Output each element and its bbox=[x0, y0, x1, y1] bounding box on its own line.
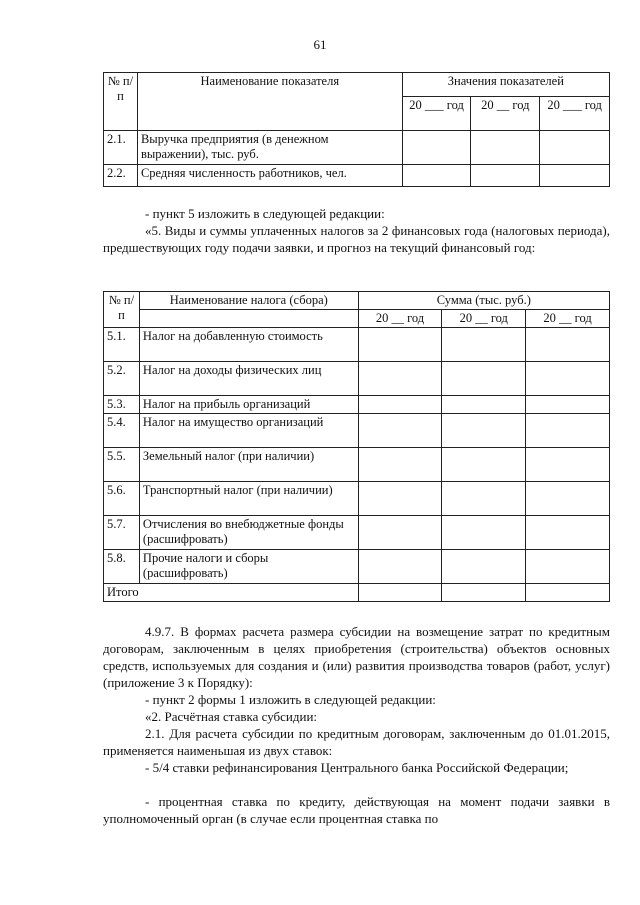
value-cell bbox=[471, 165, 540, 187]
row-number: 5.4. bbox=[104, 414, 140, 448]
indicators-table bbox=[103, 72, 610, 187]
col-header-sum: Сумма (тыс. руб.) bbox=[358, 292, 609, 310]
sum-cell bbox=[526, 516, 610, 550]
taxes-table bbox=[103, 291, 610, 602]
sum-cell bbox=[358, 328, 442, 362]
paragraph-interest-rate: - процентная ставка по кредиту, действующая на момент подачи заявки в уполномоченный орган (в случае если процентная ставка по bbox=[103, 794, 610, 826]
row-number: 5.8. bbox=[104, 550, 140, 584]
table-row bbox=[104, 328, 610, 362]
sum-cell bbox=[526, 414, 610, 448]
year-cell: 20 ___ год bbox=[402, 97, 471, 131]
sum-cell bbox=[526, 396, 610, 414]
row-name: Налог на имущество организаций bbox=[139, 414, 358, 448]
value-cell bbox=[540, 165, 610, 187]
sum-cell bbox=[442, 362, 526, 396]
sum-cell bbox=[526, 448, 610, 482]
row-name: Прочие налоги и сборы (расшифровать) bbox=[139, 550, 358, 584]
subheading-rate: «2. Расчётная ставка субсидии: bbox=[145, 709, 318, 724]
sum-cell bbox=[358, 516, 442, 550]
col-header-number: № п/п bbox=[104, 292, 140, 328]
value-cell bbox=[402, 131, 471, 165]
row-number: 5.1. bbox=[104, 328, 140, 362]
header-blank-cell bbox=[139, 310, 358, 328]
sum-cell bbox=[358, 448, 442, 482]
sum-cell bbox=[442, 516, 526, 550]
sum-cell bbox=[358, 550, 442, 584]
paragraph-2-1: 2.1. Для расчета субсидии по кредитным договорам, заключенным до 01.01.2015, применяется наименьшая из двух ставок: bbox=[103, 726, 610, 758]
row-name: Налог на прибыль организаций bbox=[139, 396, 358, 414]
total-label: Итого bbox=[104, 584, 359, 602]
row-name: Земельный налог (при наличии) bbox=[139, 448, 358, 482]
row-number: 5.7. bbox=[104, 516, 140, 550]
table-row bbox=[104, 414, 610, 448]
table-row bbox=[104, 482, 610, 516]
sum-cell bbox=[358, 362, 442, 396]
row-name: Налог на добавленную стоимость bbox=[139, 328, 358, 362]
row-number: 5.6. bbox=[104, 482, 140, 516]
table-row bbox=[104, 448, 610, 482]
year-cell: 20 ___ год bbox=[540, 97, 610, 131]
sum-cell bbox=[442, 448, 526, 482]
row-number: 5.5. bbox=[104, 448, 140, 482]
table-row-total bbox=[104, 584, 610, 602]
sum-cell bbox=[442, 414, 526, 448]
sum-cell bbox=[442, 396, 526, 414]
row-name: Выручка предприятия (в денежном выражении), тыс. руб. bbox=[137, 131, 402, 165]
row-number: 2.1. bbox=[104, 131, 138, 165]
sum-cell bbox=[526, 584, 610, 602]
sum-cell bbox=[358, 414, 442, 448]
year-cell: 20 __ год bbox=[442, 310, 526, 328]
row-number: 2.2. bbox=[104, 165, 138, 187]
sum-cell bbox=[526, 362, 610, 396]
col-header-values: Значения показателей bbox=[402, 73, 609, 97]
year-cell: 20 __ год bbox=[526, 310, 610, 328]
col-header-tax-name: Наименование налога (сбора) bbox=[139, 292, 358, 310]
sum-cell bbox=[526, 550, 610, 584]
year-cell: 20 __ год bbox=[358, 310, 442, 328]
paragraph-refinancing: - 5/4 ставки рефинансирования Центрального банка Российской Федерации; bbox=[145, 760, 569, 775]
table-row bbox=[104, 396, 610, 414]
row-number: 5.3. bbox=[104, 396, 140, 414]
paragraph-taxes: «5. Виды и суммы уплаченных налогов за 2 финансовых года (налоговых периода), предшествующих году подачи заявки, и прогноз на текущий финансовый год: bbox=[103, 223, 610, 255]
value-cell bbox=[471, 131, 540, 165]
sum-cell bbox=[442, 550, 526, 584]
sum-cell bbox=[442, 482, 526, 516]
value-cell bbox=[540, 131, 610, 165]
sum-cell bbox=[358, 584, 442, 602]
sum-cell bbox=[358, 396, 442, 414]
table-row bbox=[104, 516, 610, 550]
row-name: Транспортный налог (при наличии) bbox=[139, 482, 358, 516]
sum-cell bbox=[526, 482, 610, 516]
table-row bbox=[104, 550, 610, 584]
instruction-line: - пункт 5 изложить в следующей редакции: bbox=[145, 206, 385, 221]
table-row bbox=[104, 362, 610, 396]
row-name: Налог на доходы физических лиц bbox=[139, 362, 358, 396]
sum-cell bbox=[526, 328, 610, 362]
page-number: 61 bbox=[313, 37, 327, 52]
col-header-indicator-name: Наименование показателя bbox=[137, 73, 402, 131]
table-row bbox=[104, 165, 610, 187]
paragraph-4-9-7: 4.9.7. В формах расчета размера субсидии на возмещение затрат по кредитным договорам, заключенным в целях приобретения (строительства) объектов основных средств, используемых для создания и (или) развития производства товаров (работ, услуг) (приложение 3 к Порядку): bbox=[103, 624, 610, 690]
col-header-number: № п/п bbox=[104, 73, 138, 131]
sum-cell bbox=[442, 328, 526, 362]
row-number: 5.2. bbox=[104, 362, 140, 396]
sum-cell bbox=[358, 482, 442, 516]
row-name: Отчисления во внебюджетные фонды (расшифровать) bbox=[139, 516, 358, 550]
instruction-line: - пункт 2 формы 1 изложить в следующей редакции: bbox=[145, 692, 436, 707]
year-cell: 20 __ год bbox=[471, 97, 540, 131]
sum-cell bbox=[442, 584, 526, 602]
table-row bbox=[104, 131, 610, 165]
row-name: Средняя численность работников, чел. bbox=[137, 165, 402, 187]
value-cell bbox=[402, 165, 471, 187]
